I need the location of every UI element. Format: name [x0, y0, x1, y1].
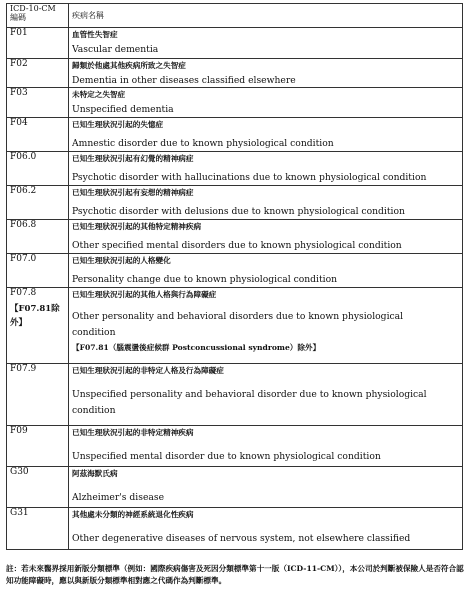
row-name-zh: 已知生理狀況引起的非特定精神疾病 [72, 428, 194, 437]
row-description [69, 186, 463, 220]
row-name-en: Other personality and behavioral disorders due to known physiological [72, 311, 404, 322]
table-row [7, 220, 463, 254]
row-description [69, 288, 463, 364]
row-name-en: Amnestic disorder due to known physiological condition [72, 138, 334, 149]
row-description [69, 118, 463, 152]
row-name-en: Alzheimer's disease [72, 492, 165, 503]
row-code: G30 [7, 467, 69, 508]
row-name-zh: 已知生理狀況引起的其他特定精神疾病 [72, 222, 202, 231]
row-name-en: Unspecified personality and behavioral disorder due to known physiological [72, 389, 427, 400]
row-code: F09 [7, 426, 69, 467]
row-code: F01 [7, 28, 69, 59]
row-name-zh: 已知生理狀況引起有妄想的精神病症 [72, 188, 194, 197]
table-header-row [7, 4, 463, 28]
row-description [69, 467, 463, 508]
row-name-en-cont: condition [72, 405, 116, 416]
row-code: F03 [7, 88, 69, 118]
table-row [7, 186, 463, 220]
row-name-zh: 已知生理狀況引起有幻覺的精神病症 [72, 154, 194, 163]
row-description [69, 426, 463, 467]
row-name-en: Other degenerative diseases of nervous system, not elsewhere classified [72, 533, 411, 544]
row-name-en: Dementia in other diseases classified elsewhere [72, 75, 296, 86]
row-code-value: F07.8 [10, 288, 37, 298]
row-code [7, 288, 69, 364]
row-code: F07.9 [7, 364, 69, 426]
row-code: F07.0 [7, 254, 69, 288]
row-code: F06.8 [7, 220, 69, 254]
row-code: F04 [7, 118, 69, 152]
row-code: G31 [7, 508, 69, 550]
table-row [7, 28, 463, 59]
table-row [7, 467, 463, 508]
row-name-zh: 其他處未分類的神經系統退化性疾病 [72, 510, 194, 519]
row-name-en: Psychotic disorder with delusions due to known physiological condition [72, 206, 405, 217]
row-description [69, 508, 463, 550]
header-name: 疾病名稱 [69, 4, 463, 28]
row-exclusion-note: 【F07.81（腦震盪後症候群 Postconcussional syndrome）除外】 [72, 343, 321, 352]
row-code: F02 [7, 59, 69, 88]
row-name-zh: 已知生理狀況引起的失憶症 [72, 120, 164, 129]
table-row [7, 59, 463, 88]
row-description [69, 88, 463, 118]
row-name-en: Unspecified dementia [72, 104, 174, 115]
row-name-en: Other specified mental disorders due to known physiological condition [72, 240, 402, 251]
diagnosis-code-table [6, 3, 463, 550]
row-description [69, 254, 463, 288]
row-name-en: Personality change due to known physiological condition [72, 274, 338, 285]
table-row [7, 426, 463, 467]
row-code: F06.2 [7, 186, 69, 220]
row-description [69, 59, 463, 88]
table-row [7, 254, 463, 288]
table-row [7, 118, 463, 152]
row-name-en: Unspecified mental disorder due to known physiological condition [72, 451, 381, 462]
row-description [69, 220, 463, 254]
row-name-en: Psychotic disorder with hallucinations due to known physiological condition [72, 172, 427, 183]
row-name-en-cont: condition [72, 327, 116, 338]
row-name-en: Vascular dementia [72, 44, 159, 55]
row-description [69, 152, 463, 186]
footnote: 註：若未來醫界採用新版分類標準（例如：國際疾病傷害及死因分類標準第十一版（ICD-11-CM）），本公司於判斷被保險人是否符合認知功能障礙時，應以與新版分類標準相對應之代碼作為判斷標準。 [6, 564, 464, 585]
table-row [7, 364, 463, 426]
row-code: F06.0 [7, 152, 69, 186]
row-name-zh: 已知生理狀況引起的其他人格與行為障礙症 [72, 290, 217, 299]
table-row [7, 88, 463, 118]
row-name-zh: 已知生理狀況引起的人格變化 [72, 256, 171, 265]
table-row [7, 152, 463, 186]
row-name-zh: 阿茲海默氏病 [72, 469, 118, 478]
row-name-zh: 已知生理狀況引起的非特定人格及行為障礙症 [72, 366, 224, 375]
row-code-note: 【F07.81除外】 [10, 304, 60, 328]
table-row [7, 508, 463, 550]
row-description [69, 28, 463, 59]
row-name-zh: 血管性失智症 [72, 30, 118, 39]
row-name-zh: 未特定之失智症 [72, 90, 126, 99]
row-description [69, 364, 463, 426]
table-row [7, 288, 463, 364]
row-name-zh: 歸類於他處其他疾病所致之失智症 [72, 61, 186, 70]
header-code: ICD-10-CM 編碼 [7, 4, 69, 28]
